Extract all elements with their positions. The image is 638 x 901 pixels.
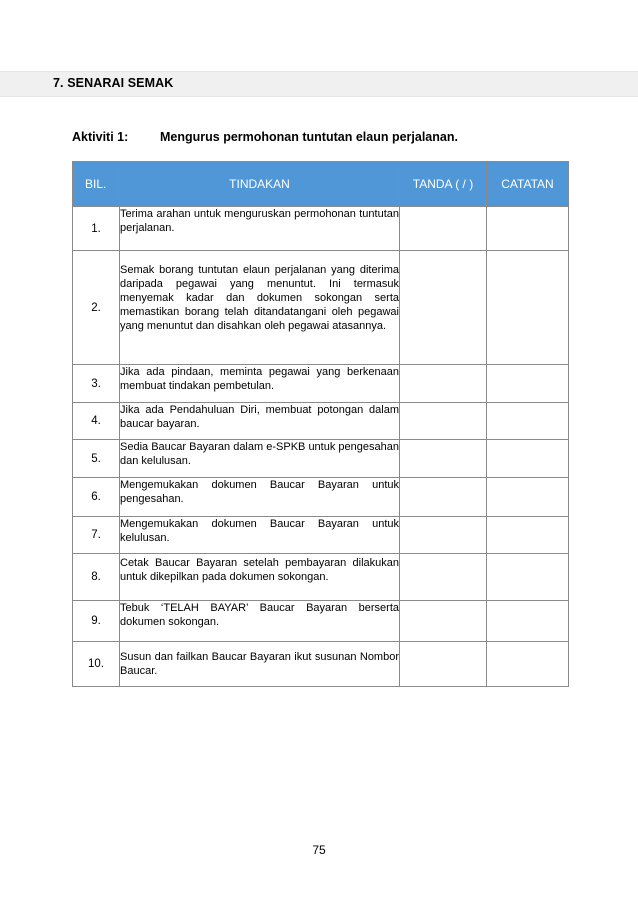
row-action: Mengemukakan dokumen Baucar Bayaran untuk kelulusan.	[120, 517, 400, 554]
table-row	[73, 642, 569, 687]
tanda-cell[interactable]	[400, 517, 487, 554]
row-action: Sedia Baucar Bayaran dalam e-SPKB untuk pengesahan dan kelulusan.	[120, 440, 400, 478]
row-action: Jika ada Pendahuluan Diri, membuat potongan dalam baucar bayaran.	[120, 403, 400, 440]
row-number: 2.	[73, 251, 120, 365]
row-action: Terima arahan untuk menguruskan permohonan tuntutan perjalanan.	[120, 207, 400, 251]
row-number: 1.	[73, 207, 120, 251]
catatan-cell[interactable]	[487, 440, 569, 478]
tanda-cell[interactable]	[400, 478, 487, 517]
row-action: Cetak Baucar Bayaran setelah pembayaran dilakukan untuk dikepilkan pada dokumen sokongan.	[120, 554, 400, 601]
catatan-cell[interactable]	[487, 517, 569, 554]
row-action: Tebuk ‘TELAH BAYAR’ Baucar Bayaran berserta dokumen sokongan.	[120, 601, 400, 642]
catatan-cell[interactable]	[487, 251, 569, 365]
row-number: 7.	[73, 517, 120, 554]
row-action: Susun dan failkan Baucar Bayaran ikut susunan Nombor Baucar.	[120, 642, 400, 687]
column-header-bil: BIL.	[73, 162, 120, 207]
column-header-tanda: TANDA ( / )	[400, 162, 487, 207]
row-action: Mengemukakan dokumen Baucar Bayaran untuk pengesahan.	[120, 478, 400, 517]
row-number: 8.	[73, 554, 120, 601]
section-title: 7. SENARAI SEMAK	[53, 76, 174, 90]
catatan-cell[interactable]	[487, 478, 569, 517]
table-row	[73, 251, 569, 365]
checklist-table	[72, 161, 569, 687]
row-number: 4.	[73, 403, 120, 440]
tanda-cell[interactable]	[400, 251, 487, 365]
row-action: Semak borang tuntutan elaun perjalanan yang diterima daripada pegawai yang menuntut. Ini termasuk menyemak kadar dan dokumen sokongan serta memastikan borang telah ditandatangani oleh pegawai yang menuntut dan disahkan oleh pegawai atasannya.	[120, 251, 400, 365]
row-number: 5.	[73, 440, 120, 478]
catatan-cell[interactable]	[487, 403, 569, 440]
activity-title: Mengurus permohonan tuntutan elaun perjalanan.	[160, 130, 458, 144]
row-number: 10.	[73, 642, 120, 687]
tanda-cell[interactable]	[400, 403, 487, 440]
table-row	[73, 601, 569, 642]
row-number: 3.	[73, 365, 120, 403]
table-row	[73, 440, 569, 478]
table-header-row	[73, 162, 569, 207]
table-row	[73, 207, 569, 251]
table-row	[73, 365, 569, 403]
catatan-cell[interactable]	[487, 207, 569, 251]
tanda-cell[interactable]	[400, 554, 487, 601]
column-header-tindakan: TINDAKAN	[120, 162, 400, 207]
catatan-cell[interactable]	[487, 554, 569, 601]
table-row	[73, 403, 569, 440]
tanda-cell[interactable]	[400, 642, 487, 687]
row-number: 6.	[73, 478, 120, 517]
tanda-cell[interactable]	[400, 601, 487, 642]
tanda-cell[interactable]	[400, 207, 487, 251]
column-header-catatan: CATATAN	[487, 162, 569, 207]
catatan-cell[interactable]	[487, 601, 569, 642]
catatan-cell[interactable]	[487, 365, 569, 403]
table-row	[73, 478, 569, 517]
row-number: 9.	[73, 601, 120, 642]
page-number: 75	[312, 843, 326, 857]
catatan-cell[interactable]	[487, 642, 569, 687]
table-row	[73, 517, 569, 554]
row-action: Jika ada pindaan, meminta pegawai yang berkenaan membuat tindakan pembetulan.	[120, 365, 400, 403]
tanda-cell[interactable]	[400, 365, 487, 403]
tanda-cell[interactable]	[400, 440, 487, 478]
activity-label: Aktiviti 1:	[72, 130, 129, 144]
table-row	[73, 554, 569, 601]
